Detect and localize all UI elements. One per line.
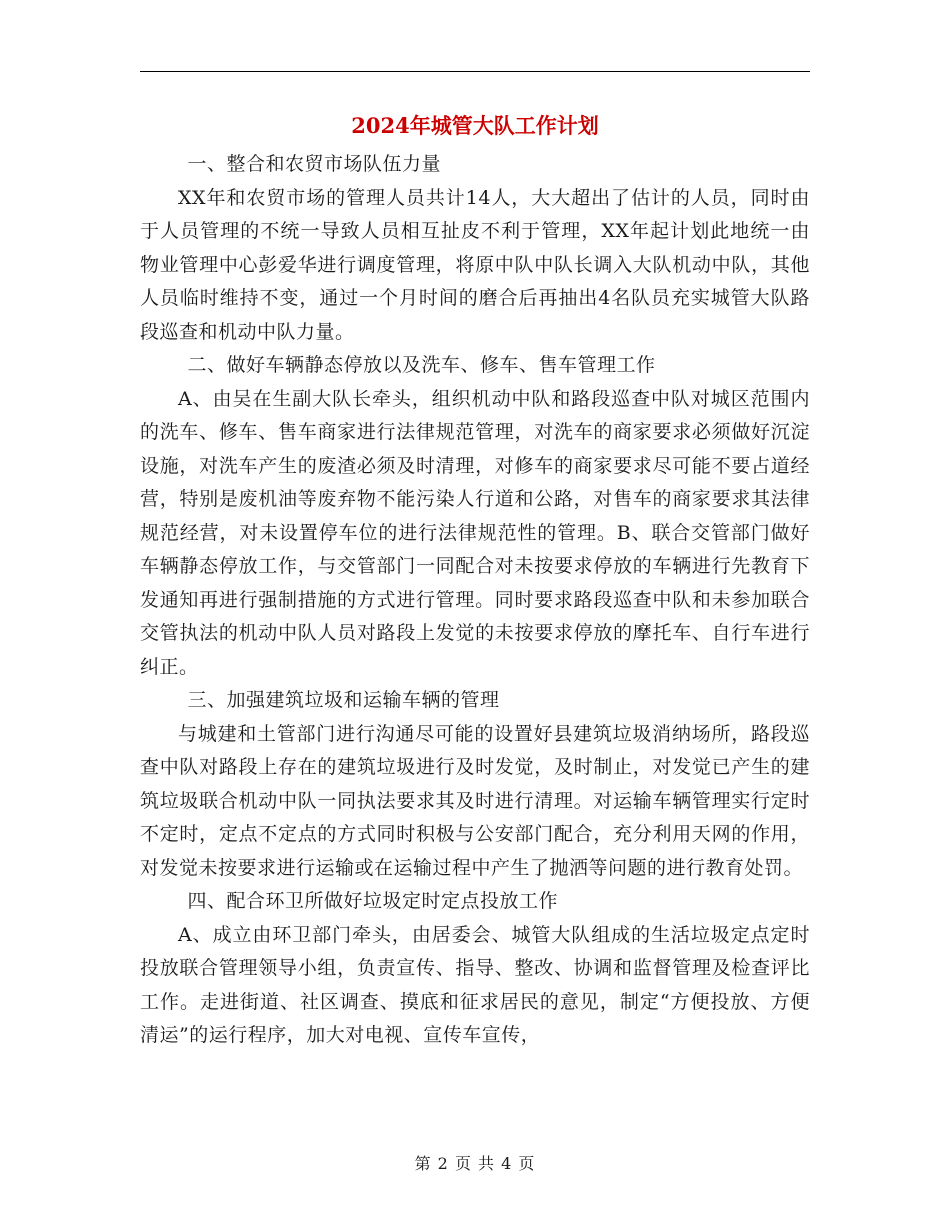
section-paragraph: 与城建和土管部门进行沟通尽可能的设置好县建筑垃圾消纳场所，路段巡查中队对路段上存在的建筑垃圾进行及时发觉，及时制止，对发觉已产生的建筑垃圾联合机动中队一同执法要求其及时进行清理。对运输车辆管理实行定时不定时，定点不定点的方式同时积极与公安部门配合，充分利用天网的作用，对发觉未按要求进行运输或在运输过程中产生了抛洒等问题的进行教育处罚。: [140, 722, 810, 879]
section-paragraph: A、由吴在生副大队长牵头，组织机动中队和路段巡查中队对城区范围内的洗车、修车、售车商家进行法律规范管理，对洗车的商家要求必须做好沉淀设施，对洗车产生的废渣必须及时清理，对修车的商家要求尽可能不要占道经营，特别是废机油等废弃物不能污染人行道和公路，对售车的商家要求其法律规范经营，对未设置停车位的进行法律规范性的管理。B、联合交管部门做好车辆静态停放工作，与交管部门一同配合对未按要求停放的车辆进行先教育下发通知再进行强制措施的方式进行管理。同时要求路段巡查中队和未参加联合交管执法的机动中队人员对路段上发觉的未按要求停放的摩托车、自行车进行纠正。: [140, 387, 810, 678]
section-heading: 三、加强建筑垃圾和运输车辆的管理: [187, 689, 500, 711]
document-title: 2024年城管大队工作计划: [351, 113, 599, 138]
document-body: [140, 148, 810, 1053]
page-number: 第 2 页 共 4 页: [414, 1154, 536, 1173]
header-rule: [140, 71, 810, 72]
section-paragraph: A、成立由环卫部门牵头，由居委会、城管大队组成的生活垃圾定点定时投放联合管理领导小组，负责宣传、指导、整改、协调和监督管理及检查评比工作。走进街道、社区调查、摸底和征求居民的意见，制定“方便投放、方便清运”的运行程序，加大对电视、宣传车宣传，: [140, 923, 810, 1046]
section-heading: 四、配合环卫所做好垃圾定时定点投放工作: [187, 890, 559, 912]
section-heading: 二、做好车辆静态停放以及洗车、修车、售车管理工作: [187, 354, 656, 376]
section-paragraph: XX年和农贸市场的管理人员共计14人，大大超出了估计的人员，同时由于人员管理的不统一导致人员相互扯皮不利于管理，XX年起计划此地统一由物业管理中心彭爱华进行调度管理，将原中队中队长调入大队机动中队，其他人员临时维持不变，通过一个月时间的磨合后再抽出4名队员充实城管大队路段巡查和机动中队力量。: [140, 186, 810, 343]
section-heading: 一、整合和农贸市场队伍力量: [187, 153, 442, 175]
